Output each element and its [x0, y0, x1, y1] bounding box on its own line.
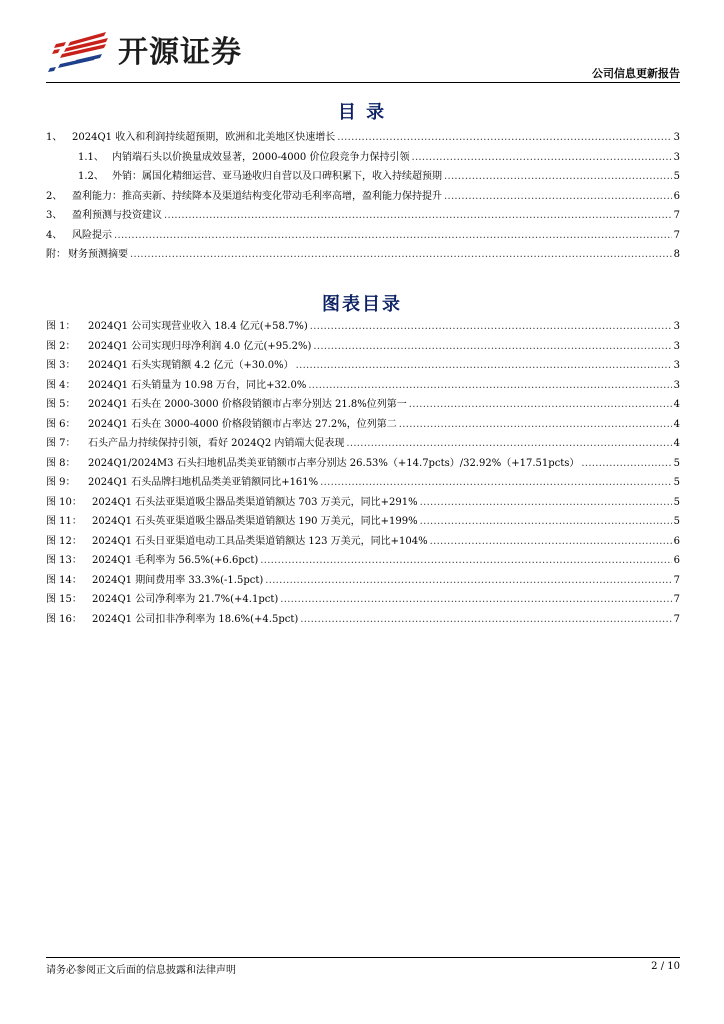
- figure-entry[interactable]: [46, 415, 680, 435]
- entry-number: 图 13：: [46, 555, 82, 566]
- entry-page: 5: [673, 457, 680, 469]
- leader-dots: [164, 210, 672, 221]
- entry-title: 2024Q1 期间费用率 33.3%(-1.5pct): [92, 574, 264, 586]
- company-logo: [46, 24, 242, 74]
- leader-dots: [444, 171, 672, 182]
- leader-dots: [444, 191, 672, 202]
- entry-page: 3: [673, 360, 680, 371]
- leader-dots: [308, 380, 671, 391]
- entry-page: 5: [673, 496, 680, 508]
- entry-title: 2024Q1 石头法亚渠道吸尘器品类渠道销额达 703 万美元，同比+291%: [92, 496, 418, 508]
- entry-number: 1.1、: [78, 151, 104, 163]
- entry-number: 图 16：: [46, 613, 82, 625]
- entry-title: 财务预测摘要: [68, 249, 128, 260]
- entry-page: 8: [673, 249, 680, 260]
- leader-dots: [337, 132, 671, 143]
- entry-number: 2、: [46, 190, 63, 202]
- leader-dots: [581, 458, 671, 469]
- toc-entry[interactable]: [46, 187, 680, 207]
- toc-entry[interactable]: [46, 206, 680, 226]
- entry-page: 3: [673, 132, 680, 143]
- entry-title: 2024Q1 石头英亚渠道吸尘器品类渠道销额达 190 万美元，同比+199%: [92, 516, 418, 527]
- leader-dots: [399, 419, 672, 430]
- entry-page: 5: [673, 171, 680, 182]
- entry-page: 3: [673, 321, 680, 332]
- entry-number: 图 8：: [46, 457, 76, 469]
- leader-dots: [409, 399, 672, 410]
- entry-number: 图 1：: [46, 321, 76, 332]
- entry-page: 3: [673, 379, 680, 391]
- toc-entry[interactable]: [46, 245, 680, 265]
- entry-title: 内销端石头以价换量成效显著，2000-4000 价位段竞争力保持引领: [112, 151, 410, 163]
- entry-page: 6: [673, 555, 680, 566]
- entry-title: 2024Q1 公司扣非净利率为 18.6%(+4.5pct): [92, 613, 299, 625]
- figure-entry[interactable]: [46, 551, 680, 571]
- table-of-contents: [46, 128, 680, 265]
- entry-title: 2024Q1 石头在 2000-3000 价格段销额市占率分别达 21.8%位列第一: [88, 399, 407, 410]
- entry-number: 图 2：: [46, 340, 76, 352]
- logo-text: 开源证券: [118, 35, 242, 70]
- entry-page: 4: [673, 418, 680, 430]
- entry-title: 外销：属国化精细运营、亚马逊收归自营以及口碑积累下，收入持续超预期: [112, 171, 442, 182]
- figure-entry[interactable]: [46, 512, 680, 532]
- entry-title: 2024Q1/2024M3 石头扫地机品类美亚销额市占率分别达 26.53%（+14.7pcts）/32.92%（+17.51pcts）: [88, 457, 580, 469]
- entry-number: 图 10：: [46, 496, 82, 508]
- figure-list: [46, 317, 680, 629]
- entry-title: 风险提示: [72, 229, 112, 241]
- entry-number: 图 3：: [46, 360, 76, 371]
- entry-title: 盈利预测与投资建议: [72, 210, 162, 221]
- footer-divider: [46, 957, 680, 958]
- entry-title: 2024Q1 收入和利润持续超预期，欧洲和北美地区快速增长: [72, 132, 336, 143]
- entry-title: 2024Q1 公司净利率为 21.7%(+4.1pct): [92, 594, 279, 605]
- entry-number: 图 4：: [46, 379, 76, 391]
- entry-title: 2024Q1 石头销量为 10.98 万台，同比+32.0%: [88, 379, 307, 391]
- figure-entry[interactable]: [46, 395, 680, 415]
- entry-number: 图 15：: [46, 594, 82, 605]
- entry-number: 图 6：: [46, 418, 76, 430]
- figure-entry[interactable]: [46, 454, 680, 474]
- entry-title: 盈利能力：推高卖新、持续降本及渠道结构变化带动毛利率高增，盈利能力保持提升: [72, 190, 442, 202]
- figures-title: 图表目录: [322, 294, 402, 315]
- entry-page: 5: [673, 477, 680, 488]
- entry-number: 4、: [46, 229, 63, 241]
- page-number: 2 / 10: [651, 961, 680, 972]
- toc-entry[interactable]: [46, 128, 680, 148]
- toc-entry[interactable]: [46, 167, 680, 187]
- leader-dots: [320, 477, 671, 488]
- leader-dots: [313, 341, 671, 352]
- figure-entry[interactable]: [46, 590, 680, 610]
- entry-title: 2024Q1 石头实现销额 4.2 亿元（+30.0%）: [88, 360, 294, 371]
- leader-dots: [420, 516, 672, 527]
- entry-number: 图 11：: [46, 516, 82, 527]
- figure-entry[interactable]: [46, 493, 680, 513]
- figure-entry[interactable]: [46, 337, 680, 357]
- entry-number: 1.2、: [78, 171, 104, 182]
- entry-number: 图 9：: [46, 477, 76, 488]
- toc-entry[interactable]: [46, 226, 680, 246]
- entry-number: 图 7：: [46, 438, 76, 449]
- leader-dots: [265, 575, 671, 586]
- footer-disclaimer: 请务必参阅正文后面的信息披露和法律声明: [46, 965, 236, 976]
- report-type-label: 公司信息更新报告: [592, 67, 680, 80]
- leader-dots: [430, 536, 672, 547]
- leader-dots: [300, 614, 671, 625]
- entry-number: 1、: [46, 132, 63, 143]
- entry-page: 3: [673, 151, 680, 163]
- entry-number: 图 5：: [46, 399, 76, 410]
- entry-page: 6: [673, 190, 680, 202]
- figure-entry[interactable]: [46, 571, 680, 591]
- entry-number: 图 14：: [46, 574, 82, 586]
- figure-entry[interactable]: [46, 434, 680, 454]
- entry-page: 4: [673, 399, 680, 410]
- entry-page: 7: [673, 229, 680, 241]
- leader-dots: [130, 249, 672, 260]
- entry-title: 2024Q1 公司实现归母净利润 4.0 亿元(+95.2%): [88, 340, 312, 352]
- logo-mark-icon: [46, 24, 112, 74]
- entry-page: 7: [673, 594, 680, 605]
- entry-title: 石头产品力持续保持引领，看好 2024Q2 内销端大促表现: [88, 438, 345, 449]
- entry-title: 2024Q1 毛利率为 56.5%(+6.6pct): [92, 555, 259, 566]
- leader-dots: [296, 360, 672, 371]
- entry-page: 5: [673, 516, 680, 527]
- leader-dots: [280, 594, 671, 605]
- entry-page: 7: [673, 574, 680, 586]
- figure-entry[interactable]: [46, 473, 680, 493]
- figure-entry[interactable]: [46, 317, 680, 337]
- entry-title: 2024Q1 石头品牌扫地机品类美亚销额同比+161%: [88, 477, 319, 488]
- leader-dots: [420, 497, 672, 508]
- leader-dots: [310, 321, 672, 332]
- figure-entry[interactable]: [46, 532, 680, 552]
- entry-number: 图 12：: [46, 535, 82, 547]
- entry-title: 2024Q1 石头日亚渠道电动工具品类渠道销额达 123 万美元，同比+104%: [92, 535, 428, 547]
- leader-dots: [411, 152, 671, 163]
- figure-entry[interactable]: [46, 610, 680, 630]
- entry-page: 6: [673, 535, 680, 547]
- toc-entry[interactable]: [46, 148, 680, 168]
- entry-number: 附：: [46, 249, 66, 260]
- leader-dots: [114, 230, 672, 241]
- leader-dots: [260, 555, 671, 566]
- entry-title: 2024Q1 公司实现营业收入 18.4 亿元(+58.7%): [88, 321, 308, 332]
- entry-page: 7: [673, 210, 680, 221]
- page-header: [46, 14, 680, 82]
- header-divider: [46, 82, 680, 83]
- entry-page: 7: [673, 613, 680, 625]
- figure-entry[interactable]: [46, 376, 680, 396]
- entry-number: 3、: [46, 210, 63, 221]
- leader-dots: [346, 438, 671, 449]
- entry-page: 4: [673, 438, 680, 449]
- entry-title: 2024Q1 石头在 3000-4000 价格段销额市占率达 27.2%，位列第二: [88, 418, 397, 430]
- toc-title: 目 录: [337, 102, 387, 123]
- figure-entry[interactable]: [46, 356, 680, 376]
- entry-page: 3: [673, 340, 680, 352]
